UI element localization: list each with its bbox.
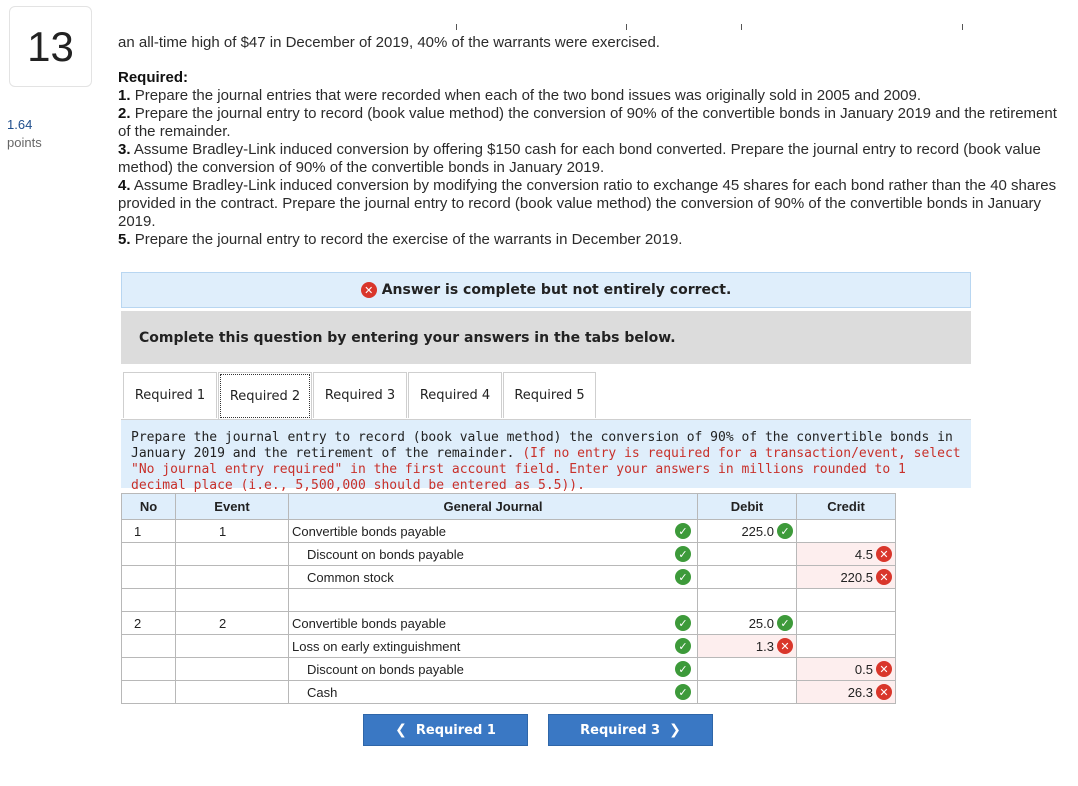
cell-no: 2	[122, 612, 176, 635]
check-circle-icon: ✓	[675, 684, 691, 700]
cell-no	[122, 635, 176, 658]
requirement-1: 1. Prepare the journal entries that were recorded when each of the two bond issues was originally sold in 2005 and 2009.	[118, 87, 922, 104]
cell-no	[122, 543, 176, 566]
tab-required-1[interactable]: Required 1	[123, 372, 217, 418]
check-circle-icon: ✓	[675, 661, 691, 677]
cell-no	[122, 589, 176, 612]
question-number-box	[9, 6, 92, 87]
requirement-4: 4. Assume Bradley-Link induced conversion by modifying the conversion ratio to exchange 45 shares for each bond rather than the 40 shares provided in the contract. Prepare the journal entry to record (book value method) the conversion of 90% of the convertible bonds in January 2019.	[118, 177, 1057, 230]
question-text	[118, 34, 1063, 249]
table-row	[122, 543, 896, 566]
cell-account[interactable]	[289, 520, 698, 543]
account-name: Discount on bonds payable	[307, 661, 464, 677]
account-name: Common stock	[307, 569, 394, 585]
account-name: Loss on early extinguishment	[292, 638, 461, 654]
tab-required-3[interactable]: Required 3	[313, 372, 407, 418]
cell-account[interactable]	[289, 635, 698, 658]
table-row	[122, 520, 896, 543]
account-name: Convertible bonds payable	[292, 615, 446, 631]
cell-event	[176, 635, 289, 658]
next-tab-button[interactable]: Required 3 ❯	[548, 714, 713, 746]
cell-event	[176, 589, 289, 612]
cell-debit[interactable]	[698, 520, 797, 543]
col-header-journal: General Journal	[289, 494, 698, 520]
credit-amount: 0.5	[854, 661, 873, 677]
answer-status-banner	[121, 272, 971, 308]
scroll-artifact	[456, 24, 457, 30]
x-circle-icon: ✕	[876, 546, 892, 562]
x-circle-icon: ✕	[876, 684, 892, 700]
cell-debit[interactable]	[698, 658, 797, 681]
cell-credit[interactable]	[797, 589, 896, 612]
prev-tab-button[interactable]: ❮ Required 1	[363, 714, 528, 746]
tab-required-5[interactable]: Required 5	[503, 372, 596, 418]
question-intro: an all-time high of $47 in December of 2019, 40% of the warrants were exercised.	[118, 34, 660, 51]
cell-event	[176, 566, 289, 589]
account-name: Discount on bonds payable	[307, 546, 464, 562]
cell-credit[interactable]	[797, 520, 896, 543]
table-row	[122, 635, 896, 658]
check-circle-icon: ✓	[777, 523, 793, 539]
cell-credit[interactable]	[797, 566, 896, 589]
col-header-credit: Credit	[797, 494, 896, 520]
journal-table	[121, 493, 896, 704]
tab-instructions	[121, 420, 971, 493]
table-row	[122, 658, 896, 681]
points-info	[7, 116, 42, 152]
table-row	[122, 612, 896, 635]
credit-amount: 4.5	[854, 546, 873, 562]
question-number: 13	[27, 22, 74, 70]
cell-event	[176, 543, 289, 566]
scroll-artifact	[626, 24, 627, 30]
account-name: Convertible bonds payable	[292, 523, 446, 539]
cell-debit[interactable]	[698, 612, 797, 635]
x-circle-icon: ✕	[876, 569, 892, 585]
check-circle-icon: ✓	[675, 523, 691, 539]
cell-debit[interactable]	[698, 635, 797, 658]
cell-debit[interactable]	[698, 681, 797, 704]
table-row	[122, 566, 896, 589]
instructions-main: Prepare the journal entry to record (book value method) the conversion of 90% of the convertible bonds in January 2019 and the retirement of the remainder.	[131, 430, 953, 461]
points-value: 1.64	[7, 117, 33, 132]
tab-required-2[interactable]: Required 2	[218, 372, 312, 420]
x-circle-icon: ✕	[876, 661, 892, 677]
cell-credit[interactable]	[797, 681, 896, 704]
account-name: Cash	[307, 684, 338, 700]
check-circle-icon: ✓	[675, 546, 691, 562]
cell-no: 1	[122, 520, 176, 543]
table-row	[122, 589, 896, 612]
col-header-no: No	[122, 494, 176, 520]
cell-account[interactable]	[289, 566, 698, 589]
cell-credit[interactable]	[797, 543, 896, 566]
col-header-debit: Debit	[698, 494, 797, 520]
instructions-header: Complete this question by entering your answers in the tabs below.	[121, 311, 971, 364]
check-circle-icon: ✓	[675, 615, 691, 631]
cell-no	[122, 658, 176, 681]
cell-no	[122, 681, 176, 704]
cell-credit[interactable]	[797, 635, 896, 658]
table-header-row	[122, 494, 896, 520]
cell-account[interactable]	[289, 612, 698, 635]
credit-amount: 26.3	[847, 684, 873, 700]
cell-credit[interactable]	[797, 612, 896, 635]
cell-account[interactable]	[289, 658, 698, 681]
answer-status-text: Answer is complete but not entirely correct.	[381, 282, 732, 298]
cell-credit[interactable]	[797, 658, 896, 681]
cell-event: 1	[176, 520, 289, 543]
requirement-5: 5. Prepare the journal entry to record the exercise of the warrants in December 2019.	[118, 231, 683, 248]
scroll-artifact	[962, 24, 963, 30]
check-circle-icon: ✓	[675, 569, 691, 585]
x-circle-icon: ✕	[361, 282, 377, 298]
table-row	[122, 681, 896, 704]
cell-event	[176, 681, 289, 704]
points-label: points	[7, 135, 42, 150]
cell-event: 2	[176, 612, 289, 635]
requirement-3: 3. Assume Bradley-Link induced conversion by offering $150 cash for each bond converted. Prepare the journal entry to record (book value method) the conversion of 90% of the convertible bonds in January 2019.	[118, 141, 1041, 176]
required-heading: Required:	[118, 69, 189, 86]
credit-amount: 220.5	[840, 569, 873, 585]
cell-no	[122, 566, 176, 589]
requirement-tabs	[123, 372, 597, 420]
cell-debit[interactable]	[698, 566, 797, 589]
check-circle-icon: ✓	[675, 638, 691, 654]
cell-debit[interactable]	[698, 543, 797, 566]
col-header-event: Event	[176, 494, 289, 520]
chevron-right-icon: ❯	[669, 722, 681, 738]
requirement-2: 2. Prepare the journal entry to record (book value method) the conversion of 90% of the convertible bonds in January 2019 and the retirement of the remainder.	[118, 105, 1057, 140]
scroll-artifact	[741, 24, 742, 30]
cell-account[interactable]	[289, 681, 698, 704]
cell-debit[interactable]	[698, 589, 797, 612]
x-circle-icon: ✕	[777, 638, 793, 654]
cell-account[interactable]	[289, 543, 698, 566]
debit-amount: 225.0	[741, 523, 774, 539]
instructions-note: (If no entry is required for a transaction/event, select "No journal entry required" in the first account field. Enter your answers in millions rounded to 1 decimal place (i.e., 5,500,000 should be entered as 5.5)).	[131, 446, 961, 493]
debit-amount: 1.3	[755, 638, 774, 654]
cell-event	[176, 658, 289, 681]
cell-account[interactable]	[289, 589, 698, 612]
tab-required-4[interactable]: Required 4	[408, 372, 502, 418]
chevron-left-icon: ❮	[395, 722, 407, 738]
check-circle-icon: ✓	[777, 615, 793, 631]
debit-amount: 25.0	[748, 615, 774, 631]
